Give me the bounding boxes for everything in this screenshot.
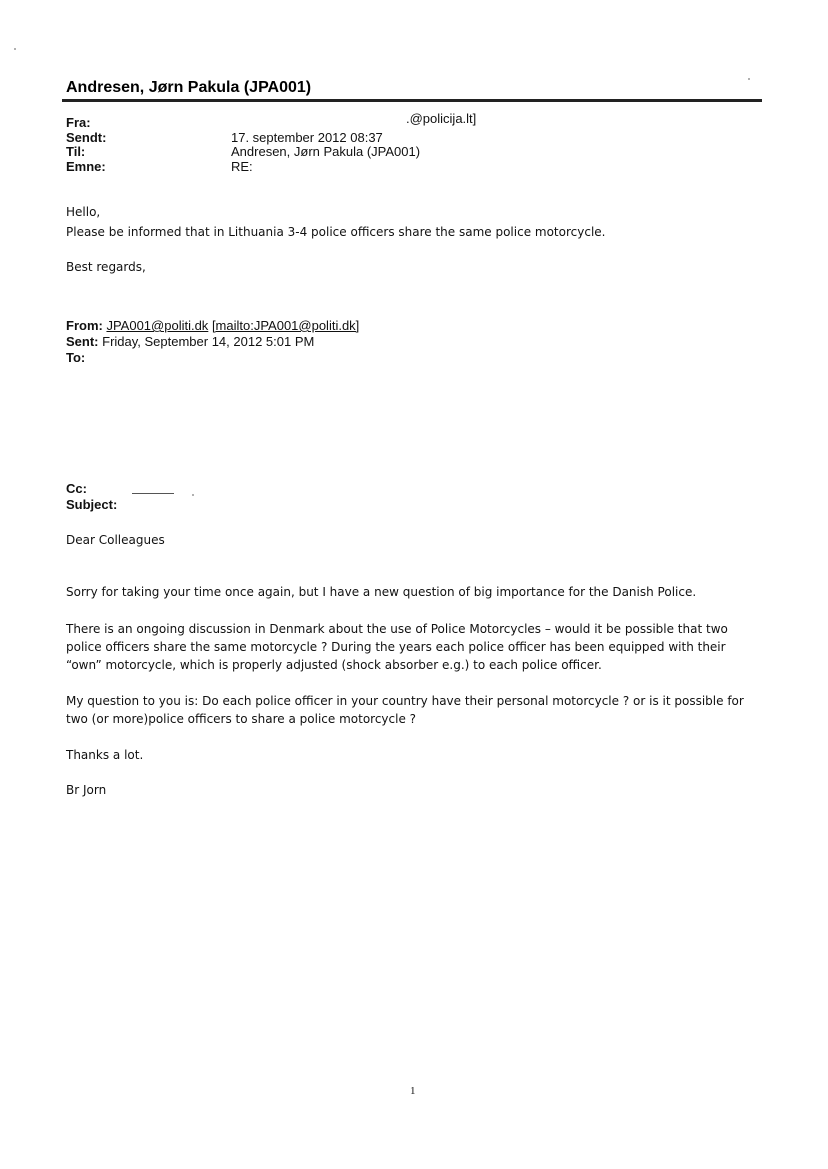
email-header [66,111,477,174]
reply-message: Please be informed that in Lithuania 3-4 police officers share the same police motorcycle. [66,225,606,239]
paragraph-3-line-1: My question to you is: Do each police officer in your country have their personal motorcycle ? or is it possible for [66,694,744,708]
to-label: To: [66,350,86,365]
subject-label: Subject: [66,497,118,512]
to-row [66,350,359,366]
header-row-fra [66,111,477,131]
sendt-value: 17. september 2012 08:37 [231,129,383,145]
til-label: Til: [66,144,86,159]
salutation: Dear Colleagues [66,533,165,547]
page-number: 1 [410,1085,416,1097]
cc-subject-block [66,481,117,513]
sent-value: Friday, September 14, 2012 5:01 PM [102,334,315,349]
original-header [66,318,359,366]
from-email-link[interactable]: JPA001@politi.dk [106,318,209,333]
header-row-sendt [66,129,383,146]
header-row-emne [66,158,253,175]
title-divider [62,99,762,102]
email-title: Andresen, Jørn Pakula (JPA001) [66,79,312,96]
emne-value: RE: [231,158,253,174]
emne-label: Emne: [66,158,106,174]
paragraph-2-line-1: There is an ongoing discussion in Denmark about the use of Police Motorcycles – would it be possible that two [66,622,728,636]
reply-closing: Best regards, [66,260,146,274]
from-label: From: [66,318,103,333]
scan-speck [14,48,16,50]
fra-value: .@policija.lt] [406,111,477,126]
scan-speck [748,78,750,80]
paragraph-1: Sorry for taking your time once again, but I have a new question of big importance for the Danish Police. [66,585,697,599]
paragraph-3-line-2: two (or more)police officers to share a police motorcycle ? [66,712,417,726]
til-value: Andresen, Jørn Pakula (JPA001) [231,144,421,159]
header-row-til [66,144,421,160]
sent-row [66,334,359,350]
fra-label: Fra: [66,115,91,130]
redaction-mark [132,493,174,494]
scan-speck [192,494,194,496]
cc-label: Cc: [66,481,87,496]
signature: Br Jorn [66,783,107,797]
sendt-label: Sendt: [66,129,107,145]
reply-greeting: Hello, [66,205,101,219]
from-mailto-link[interactable]: [mailto:JPA001@politi.dk] [211,318,360,333]
thanks-line: Thanks a lot. [66,748,144,762]
sent-label: Sent: [66,334,99,349]
paragraph-2-line-2: police officers share the same motorcycle ? During the years each police officer has been equipped with their [66,640,726,654]
paragraph-2-line-3: “own” motorcycle, which is properly adjusted (shock absorber e.g.) to each police officer. [66,658,602,672]
from-row [66,318,359,334]
